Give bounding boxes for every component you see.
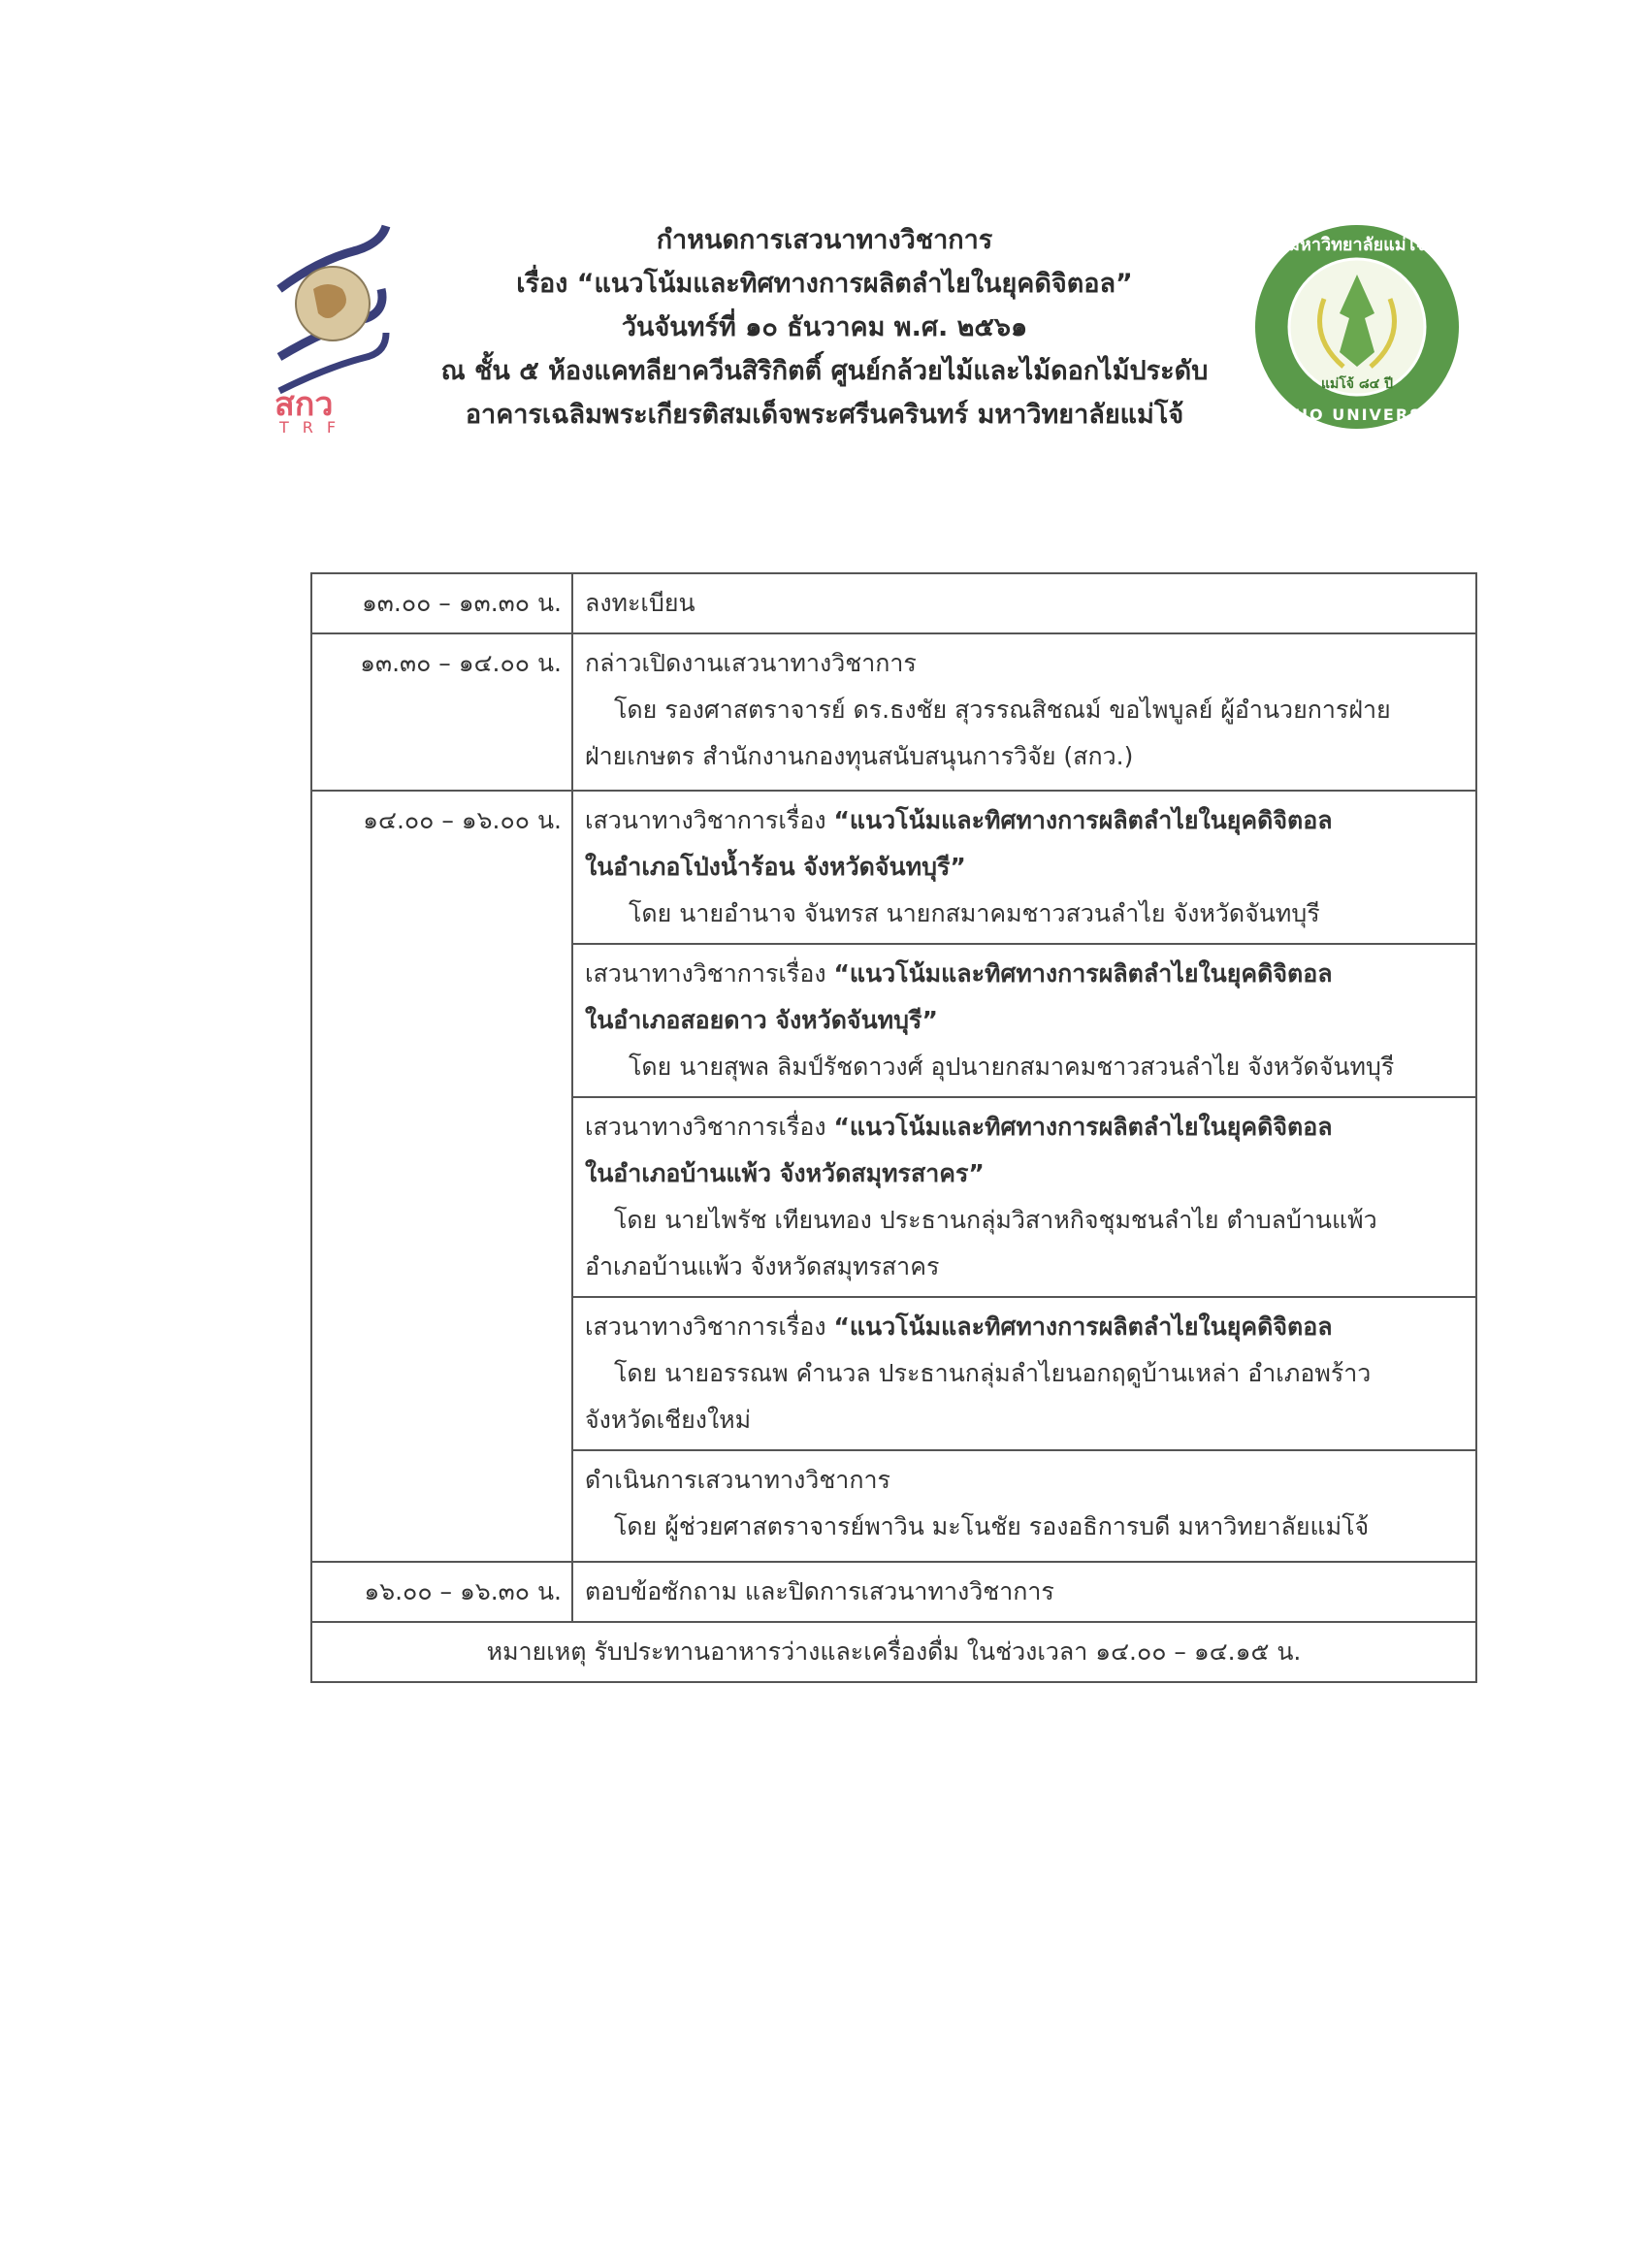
speaker: โดย รองศาสตราจารย์ ดร.ธงชัย สุวรรณสิชณม์ ขอไพบูลย์ ผู้อำนวยการฝ่าย [614, 696, 1391, 724]
speaker: โดย นายสุพล ลิมป์รัชดาวงศ์ อุปนายกสมาคมชาวสวนลำไย จังหวัดจันทบุรี [629, 1053, 1395, 1081]
svg-text:แม่โจ้ ๘๔ ปี: แม่โจ้ ๘๔ ปี [1320, 376, 1394, 392]
venue-building: อาคารเฉลิมพระเกียรติสมเด็จพระศรีนครินทร์ มหาวิทยาลัยแม่โจ้ [465, 400, 1184, 430]
activity-cell [572, 791, 1476, 944]
session-topic: “แนวโน้มและทิศทางการผลิตลำไยในยุคดิจิตอล [833, 1312, 1333, 1341]
activity-cell [572, 1297, 1476, 1450]
session-prefix: เสวนาทางวิชาการเรื่อง [585, 806, 834, 834]
svg-text:สกว: สกว [275, 385, 334, 424]
session-prefix: เสวนาทางวิชาการเรื่อง [585, 959, 834, 988]
session-topic-location: ในอำเภอบ้านแพ้ว จังหวัดสมุทรสาคร” [585, 1159, 985, 1187]
session-prefix: เสวนาทางวิชาการเรื่อง [585, 1113, 834, 1141]
svg-text:TRF: TRF [279, 418, 350, 435]
date: วันจันทร์ที่ ๑๐ ธันวาคม พ.ศ. ๒๕๖๑ [621, 312, 1028, 342]
speaker-affiliation: ฝ่ายเกษตร สำนักงานกองทุนสนับสนุนการวิจัย (สกว.) [585, 742, 1134, 770]
table-row [311, 1562, 1476, 1622]
moderator: โดย ผู้ช่วยศาสตราจารย์พาวิน มะโนชัย รองอธิการบดี มหาวิทยาลัยแม่โจ้ [614, 1512, 1370, 1540]
session-topic-location: ในอำเภอโป่งน้ำร้อน จังหวัดจันทบุรี” [585, 853, 966, 881]
activity-cell [572, 1450, 1476, 1562]
speaker: โดย นายอรรณพ คำนวล ประธานกลุ่มลำไยนอกฤดูบ้านเหล่า อำเภอพร้าว [614, 1359, 1372, 1387]
speaker: โดย นายอำนาจ จันทรส นายกสมาคมชาวสวนลำไย จังหวัดจันทบุรี [629, 899, 1320, 927]
venue: ณ ชั้น ๕ ห้องแคทลียาควีนสิริกิตติ์ ศูนย์กล้วยไม้และไม้ดอกไม้ประดับ [440, 356, 1209, 386]
note: หมายเหตุ รับประทานอาหารว่างและเครื่องดื่ม ในช่วงเวลา ๑๔.๐๐ – ๑๔.๑๕ น. [311, 1622, 1476, 1682]
table-row [311, 633, 1476, 791]
table-row [311, 573, 1476, 633]
session-topic: “แนวโน้มและทิศทางการผลิตลำไยในยุคดิจิตอล [833, 1113, 1333, 1141]
time-cell: ๑๔.๐๐ – ๑๖.๐๐ น. [311, 791, 572, 1562]
table-row [311, 1622, 1476, 1682]
svg-text:มหาวิทยาลัยแม่โจ้: มหาวิทยาลัยแม่โจ้ [1288, 235, 1426, 255]
activity-cell: ลงทะเบียน [572, 573, 1476, 633]
activity-title: ดำเนินการเสวนาทางวิชาการ [585, 1466, 890, 1494]
speaker: โดย นายไพรัช เทียนทอง ประธานกลุ่มวิสาหกิจชุมชนลำไย ตำบลบ้านแพ้ว [614, 1206, 1377, 1234]
session-topic: “แนวโน้มและทิศทางการผลิตลำไยในยุคดิจิตอล [833, 959, 1333, 988]
session-topic: “แนวโน้มและทิศทางการผลิตลำไยในยุคดิจิตอล [833, 806, 1333, 834]
schedule-table [310, 572, 1477, 1683]
activity-cell: ตอบข้อซักถาม และปิดการเสวนาทางวิชาการ [572, 1562, 1476, 1622]
time-cell: ๑๓.๓๐ – ๑๔.๐๐ น. [311, 633, 572, 791]
time-cell: ๑๖.๐๐ – ๑๖.๓๐ น. [311, 1562, 572, 1622]
speaker-affiliation: จังหวัดเชียงใหม่ [585, 1406, 752, 1434]
speaker-affiliation: อำเภอบ้านแพ้ว จังหวัดสมุทรสาคร [585, 1252, 940, 1280]
svg-text:MAEJO UNIVERSITY: MAEJO UNIVERSITY [1257, 405, 1457, 424]
activity-cell [572, 633, 1476, 791]
session-topic-location: ในอำเภอสอยดาว จังหวัดจันทบุรี” [585, 1006, 938, 1034]
document-header [0, 218, 1649, 437]
activity-cell [572, 1097, 1476, 1297]
activity-cell [572, 944, 1476, 1097]
activity-title: กล่าวเปิดงานเสวนาทางวิชาการ [585, 649, 917, 677]
time-cell: ๑๓.๐๐ – ๑๓.๓๐ น. [311, 573, 572, 633]
table-row [311, 791, 1476, 944]
session-prefix: เสวนาทางวิชาการเรื่อง [585, 1312, 834, 1341]
title: กำหนดการเสวนาทางวิชาการ [656, 225, 993, 255]
subject: เรื่อง “แนวโน้มและทิศทางการผลิตลำไยในยุคดิจิตอล” [516, 269, 1133, 299]
